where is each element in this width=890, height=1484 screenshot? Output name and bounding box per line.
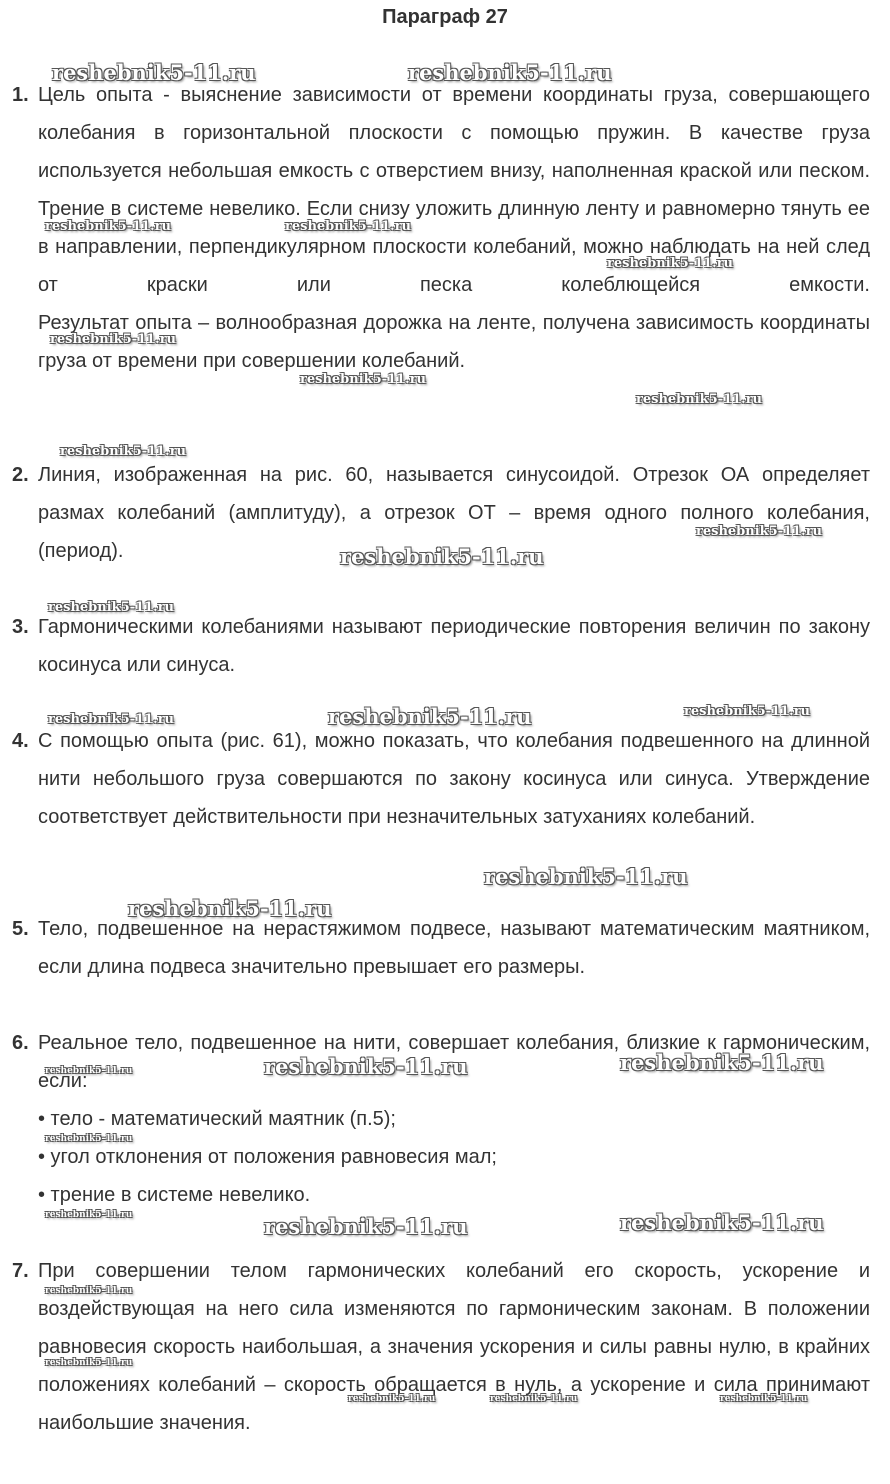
bullet-item: • трение в системе невелико.	[38, 1184, 311, 1206]
watermark: reshebnik5-11.ru	[45, 1286, 133, 1296]
page-title: Параграф 27	[382, 6, 508, 28]
watermark: reshebnik5-11.ru	[52, 60, 256, 85]
watermark: reshebnik5-11.ru	[340, 544, 544, 569]
list-item-5	[12, 910, 870, 986]
bullet-list	[38, 1100, 870, 1214]
item-text: Линия, изображенная на рис. 60, называется синусоидой. Отрезок ОА определяет размах колебаний (амплитуду), а отрезок ОТ – время одного полного колебания, (период).	[38, 464, 870, 562]
watermark: reshebnik5-11.ru	[408, 60, 612, 85]
watermark: reshebnik5-11.ru	[264, 1214, 468, 1239]
watermark: reshebnik5-11.ru	[45, 1134, 133, 1144]
watermark: reshebnik5-11.ru	[128, 896, 332, 921]
watermark: reshebnik5-11.ru	[620, 1050, 824, 1075]
watermark: reshebnik5-11.ru	[696, 524, 823, 539]
watermark: reshebnik5-11.ru	[45, 1358, 133, 1368]
watermark: reshebnik5-11.ru	[484, 864, 688, 889]
item-number: 2.	[12, 464, 29, 486]
watermark: reshebnik5-11.ru	[48, 712, 175, 727]
watermark: reshebnik5-11.ru	[720, 1394, 808, 1404]
watermark: reshebnik5-11.ru	[684, 704, 811, 719]
list-item-4	[12, 722, 870, 836]
watermark: reshebnik5-11.ru	[50, 332, 177, 347]
watermark: reshebnik5-11.ru	[300, 372, 427, 387]
watermark: reshebnik5-11.ru	[328, 704, 532, 729]
item-text: При совершении телом гармонических колебаний его скорость, ускорение и воздействующая на него сила изменяются по гармоническим законам. В положении равновесия скорость наибольшая, а значения ускорения и силы равны нулю, в крайних положениях колебаний – скорость обращается в нуль, а ускорение и сила принимают наибольшие значения.	[38, 1260, 870, 1434]
watermark: reshebnik5-11.ru	[490, 1394, 578, 1404]
bullet-item: • угол отклонения от положения равновесия мал;	[38, 1146, 497, 1168]
item-number: 5.	[12, 918, 29, 940]
item-number: 3.	[12, 616, 29, 638]
watermark: reshebnik5-11.ru	[348, 1394, 436, 1404]
item-text: Реальное тело, подвешенное на нити, совершает колебания, близкие к гармоническим, если:	[38, 1032, 870, 1092]
list-item-7	[12, 1252, 870, 1442]
item-number: 4.	[12, 730, 29, 752]
item-number: 1.	[12, 84, 29, 106]
watermark: reshebnik5-11.ru	[636, 392, 763, 407]
item-text: Тело, подвешенное на нерастяжимом подвесе, называют математическим маятником, если длина подвеса значительно превышает его размеры.	[38, 918, 870, 978]
watermark: reshebnik5-11.ru	[264, 1054, 468, 1079]
bullet-item: • тело - математический маятник (п.5);	[38, 1108, 396, 1130]
item-number: 7.	[12, 1260, 29, 1282]
watermark: reshebnik5-11.ru	[285, 219, 412, 234]
watermark: reshebnik5-11.ru	[607, 256, 734, 271]
list-item-3	[12, 608, 870, 684]
watermark: reshebnik5-11.ru	[620, 1210, 824, 1235]
watermark: reshebnik5-11.ru	[45, 1210, 133, 1220]
item-text: Цель опыта - выяснение зависимости от времени координаты груза, совершающего колебания в горизонтальной плоскости с помощью пружин. В качестве груза используется небольшая емкость с отверстием внизу, наполненная краской или песком. Трение в системе невелико. Если снизу уложить длинную ленту и равномерно тянуть ее в направлении, перпендикулярном плоскости колебаний, можно наблюдать на ней след от краски или песка колеблющейся емкости.	[38, 84, 870, 296]
item-text: Гармоническими колебаниями называют периодические повторения величин по закону косинуса или синуса.	[38, 616, 870, 676]
item-number: 6.	[12, 1032, 29, 1054]
item-text-continued: Результат опыта – волнообразная дорожка на ленте, получена зависимость координаты груза от времени при совершении колебаний.	[38, 312, 870, 372]
watermark: reshebnik5-11.ru	[45, 219, 172, 234]
item-text: С помощью опыта (рис. 61), можно показать, что колебания подвешенного на длинной нити небольшого груза совершаются по закону косинуса или синуса. Утверждение соответствует действительности при незначительных затуханиях колебаний.	[38, 730, 870, 828]
watermark: reshebnik5-11.ru	[60, 444, 187, 459]
watermark: reshebnik5-11.ru	[45, 1066, 133, 1076]
watermark: reshebnik5-11.ru	[48, 600, 175, 615]
